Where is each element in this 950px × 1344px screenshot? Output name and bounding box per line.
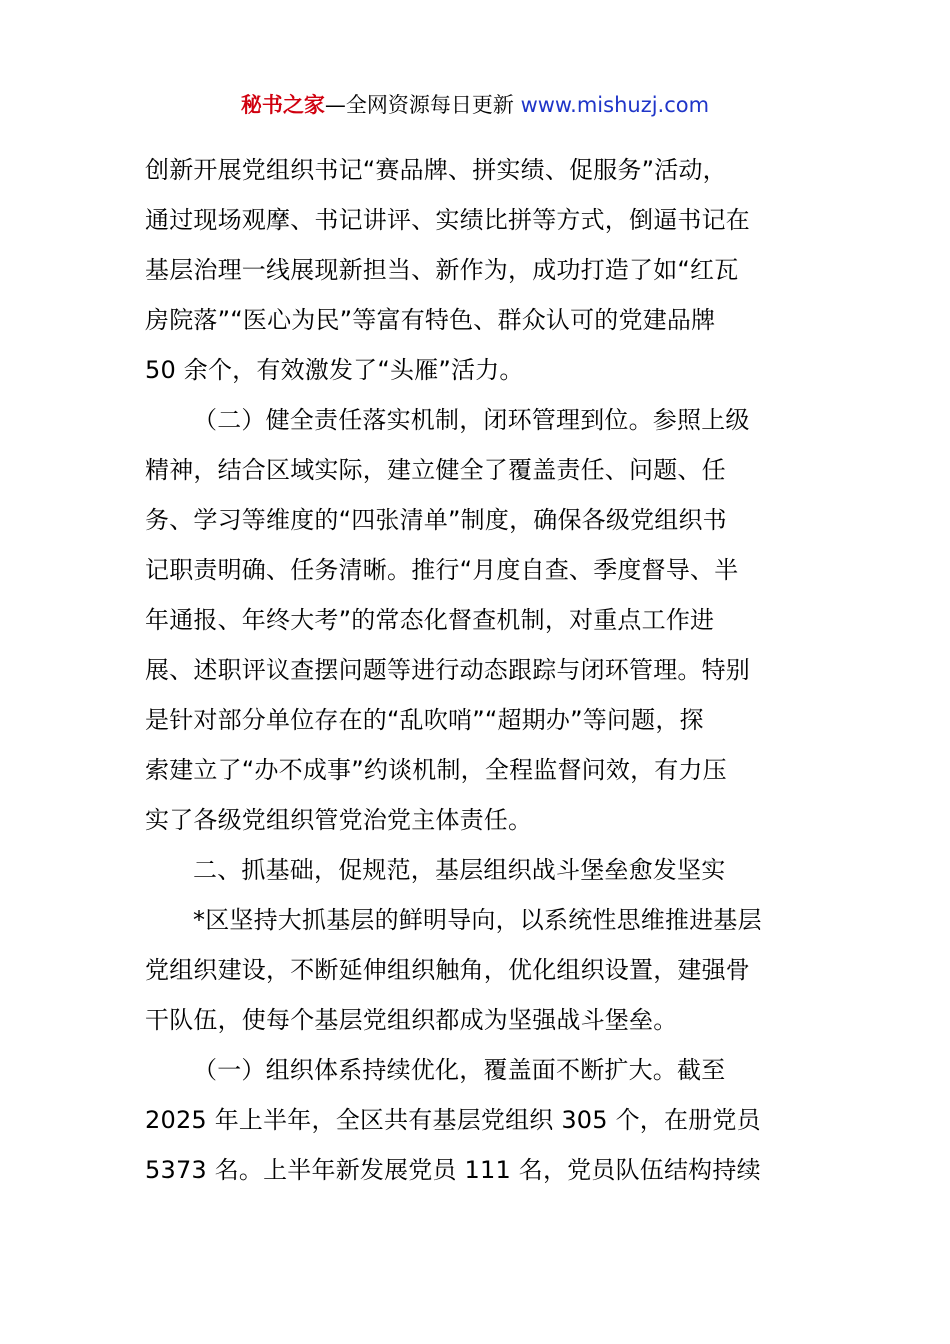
text-line: 2025 年上半年，全区共有基层党组织 305 个，在册党员 <box>145 1106 761 1134</box>
site-url-link[interactable]: www.mishuzj.com <box>520 93 710 117</box>
text-line: 精神，结合区域实际，建立健全了覆盖责任、问题、任 <box>145 456 726 484</box>
section-heading: 二、抓基础，促规范，基层组织战斗堡垒愈发坚实 <box>193 856 726 884</box>
site-brand: 秘书之家 <box>240 93 325 117</box>
text-line: 索建立了“办不成事”约谈机制，全程监督问效，有力压 <box>145 756 727 784</box>
paragraph-heading: （二）健全责任落实机制，闭环管理到位。参照上级 <box>193 406 750 434</box>
document-body <box>145 145 810 1195</box>
text-line: 记职责明确、任务清晰。推行“月度自查、季度督导、半 <box>145 556 739 584</box>
text-line: 党组织建设，不断延伸组织触角，优化组织设置，建强骨 <box>145 956 750 984</box>
text-line: 通过现场观摩、书记讲评、实绩比拼等方式，倒逼书记在 <box>145 206 750 234</box>
text-line: 务、学习等维度的“四张清单”制度，确保各级党组织书 <box>145 506 727 534</box>
paragraph-heading: （一）组织体系持续优化，覆盖面不断扩大。截至 <box>193 1056 726 1084</box>
text-line: 年通报、年终大考”的常态化督查机制，对重点工作进 <box>145 606 715 634</box>
text-line: 展、述职评议查摆问题等进行动态跟踪与闭环管理。特别 <box>145 656 750 684</box>
text-line: 5373 名。上半年新发展党员 111 名，党员队伍结构持续 <box>145 1156 761 1184</box>
page-header <box>0 88 950 122</box>
text-line: *区坚持大抓基层的鲜明导向，以系统性思维推进基层 <box>193 906 762 934</box>
text-line: 是针对部分单位存在的“乱吹哨”“超期办”等问题，探 <box>145 706 704 734</box>
text-line: 创新开展党组织书记“赛品牌、拼实绩、促服务”活动， <box>145 156 727 184</box>
site-tagline: —全网资源每日更新 <box>324 93 521 117</box>
text-line: 基层治理一线展现新担当、新作为，成功打造了如“红瓦 <box>145 256 739 284</box>
text-line: 实了各级党组织管党治党主体责任。 <box>145 806 533 834</box>
text-line: 50 余个，有效激发了“头雁”活力。 <box>145 356 524 384</box>
text-line: 房院落”“医心为民”等富有特色、群众认可的党建品牌 <box>145 306 716 334</box>
text-line: 干队伍，使每个基层党组织都成为坚强战斗堡垒。 <box>145 1006 678 1034</box>
